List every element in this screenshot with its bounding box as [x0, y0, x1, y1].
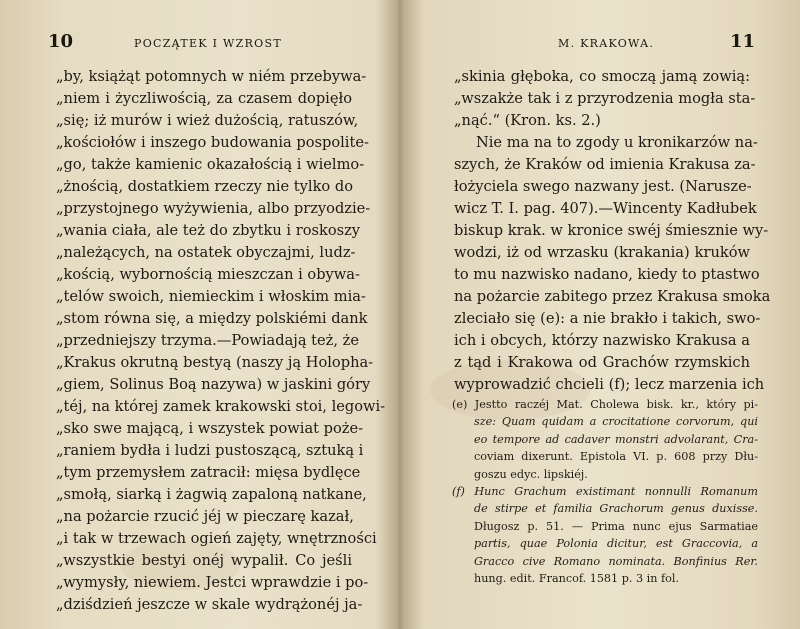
text-line: „żnością, dostatkiem rzeczy nie tylko do: [56, 178, 353, 195]
footnote-line: Długosz p. 51. — Prima nunc ejus Sarmatiae: [474, 519, 758, 533]
text-line: „smołą, siarką i żagwią zapaloną natkane,: [56, 486, 367, 503]
text-line: „go, także kamienic okazałością i wielmo-: [56, 156, 365, 173]
text-line: „na pożarcie rzucić jéj w pieczarę kazał,: [56, 508, 354, 525]
footnote-line: coviam dixerunt. Epistola VI. p. 608 przy Dłu-: [474, 450, 758, 464]
text-line: „przystojnego wyżywienia, albo przyodzie-: [56, 200, 371, 217]
text-line: „kościołów i inszego budowania pospolite-: [56, 134, 369, 151]
text-line: „i tak w trzewach ogień zajęty, wnętrzności: [56, 530, 377, 547]
footnote-line: (e) Jestto raczéj Mat. Cholewa bisk. kr., który pi-: [452, 398, 758, 411]
footnote-line: partis, quae Polonia dicitur, est Graccovia, a: [474, 537, 758, 551]
footnote-line: eo tempore ad cadaver monstri advolarant, Cra-: [474, 432, 758, 446]
text-line: biskup krak. w kronice swéj śmiesznie wy-: [454, 222, 769, 239]
text-line: na pożarcie zabitego przez Krakusa smoka: [454, 288, 771, 305]
text-line: „Krakus okrutną bestyą (naszy ją Holopha-: [56, 354, 374, 371]
text-line: „wszystkie bestyi onéj wypalił. Co jeśli: [56, 552, 352, 569]
text-line: „kością, wybornością mieszczan i obywa-: [56, 266, 360, 283]
footnotes: [452, 396, 758, 587]
footnote-line: hung. edit. Francof. 1581 p. 3 in fol.: [474, 571, 680, 585]
text-line: „sko swe mającą, i wszystek powiat poże-: [56, 420, 364, 437]
text-line: „nąć.“ (Kron. ks. 2.): [454, 112, 601, 129]
text-line: „by, książąt potomnych w niém przebywa-: [56, 68, 367, 85]
footnote-line: goszu edyc. lipskiéj.: [474, 467, 588, 481]
text-line: „wszakże tak i z przyrodzenia mogła sta-: [454, 90, 756, 107]
text-line: „niem i życzliwością, za czasem dopięło: [56, 90, 352, 107]
text-line: „telów swoich, niemieckim i włoskim mia-: [56, 288, 366, 305]
text-line: to mu nazwisko nadano, kiedy to ptastwo: [454, 266, 760, 283]
text-line: „wymysły, niewiem. Jestci wprawdzie i po-: [56, 574, 369, 591]
text-line: zleciało się (e): a nie brakło i takich, swo-: [454, 310, 761, 327]
footnote-line: (f) Hunc Grachum existimant nonnulli Romanum: [452, 484, 758, 498]
text-line: Nie ma na to zgody u kronikarzów na-: [476, 134, 758, 151]
left-body-text: [56, 66, 386, 616]
text-line: „stom równa się, a między polskiémi dank: [56, 310, 368, 327]
text-line: wodzi, iż od wrzasku (krakania) kruków: [454, 244, 750, 261]
footnote-line: Gracco cive Romano nominata. Bonfinius Rer.: [474, 554, 758, 568]
text-line: ich i obcych, którzy nazwisko Krakusa a: [454, 332, 750, 349]
running-head-right: M. KRAKOWA.: [558, 37, 655, 50]
text-line: „przedniejszy trzyma.—Powiadają też, że: [56, 332, 359, 349]
text-line: „skinia głęboka, co smoczą jamą zowią:: [454, 68, 750, 85]
text-line: wyprowadzić chcieli (f); lecz marzenia ich: [454, 376, 765, 393]
page-number-left: 10: [48, 31, 74, 52]
text-line: „się; iż murów i wież dużością, ratuszów,: [56, 112, 359, 129]
text-line: szych, że Kraków od imienia Krakusa za-: [454, 156, 756, 173]
text-line: „tym przemysłem zatracił: mięsa bydlęce: [56, 464, 361, 481]
text-line: „należących, na ostatek obyczajmi, ludz-: [56, 244, 356, 261]
text-line: „raniem bydła i ludzi pustoszącą, sztuką i: [56, 442, 364, 459]
left-page: [0, 0, 398, 629]
text-line: z tąd i Krakowa od Grachów rzymskich: [454, 354, 750, 371]
footnote-line: de stirpe et familia Grachorum genus duxisse.: [474, 502, 758, 516]
right-body-text: [454, 66, 771, 396]
text-line: „wania ciała, ale też do zbytku i roskoszy: [56, 222, 361, 239]
text-line: wicz T. I. pag. 407).—Wincenty Kadłubek: [454, 200, 757, 217]
running-head-left: POCZĄTEK I WZROST: [134, 37, 282, 50]
right-page: [402, 0, 800, 629]
page-number-right: 11: [730, 31, 756, 52]
text-line: „giem, Solinus Boą nazywa) w jaskini góry: [56, 376, 371, 393]
text-line: „téj, na której zamek krakowski stoi, legowi-: [56, 398, 386, 415]
text-line: „dziśdzień jeszcze w skale wydrążonéj ja-: [56, 596, 363, 613]
footnote-line: sze: Quam quidam a crocitatione corvorum, qui: [474, 415, 758, 429]
text-line: łożyciela swego nazwany jest. (Narusze-: [454, 178, 752, 195]
